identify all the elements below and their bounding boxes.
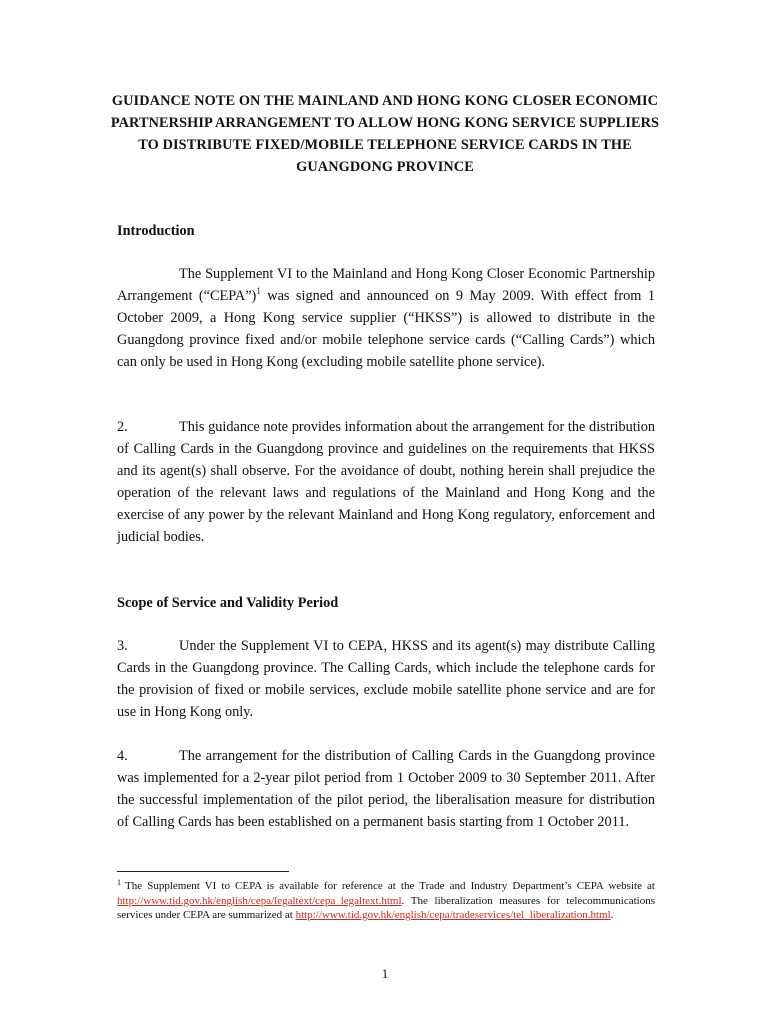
- page-number: 1: [381, 966, 389, 981]
- footnote-text-2: . The liberalization measures for telecommunications services under CEPA are summarized at: [117, 894, 655, 921]
- paragraph-1-text-start: The Supplement VI to the Mainland and Hong Kong Closer Economic Partnership Arrangement (“CEPA”): [117, 266, 655, 304]
- footnote-text-3: .: [610, 909, 614, 921]
- scope-paragraph-4: [117, 745, 655, 833]
- footnote-text-1: The Supplement VI to CEPA is available for reference at the Trade and Industry Department’s CEPA website at: [125, 880, 655, 892]
- paragraph-1-text-end: was signed and announced on 9 May 2009. With effect from 1 October 2009, a Hong Kong service supplier (“HKSS”) is allowed to distribute in the Guangdong province fixed and/or mobile telephone service cards (“Calling Cards”) which can only be used in Hong Kong (excluding mobile satellite phone service).: [117, 288, 655, 370]
- paragraph-number: 3.: [117, 638, 128, 654]
- introduction-paragraph-1: [117, 263, 655, 373]
- cepa-legaltext-link[interactable]: http://www.tid.gov.hk/english/cepa/legaltext/cepa_legaltext.html: [117, 894, 402, 907]
- scope-paragraph-3: [117, 635, 655, 723]
- tel-liberalization-link[interactable]: http://www.tid.gov.hk/english/cepa/tradeservices/tel_liberalization.html: [295, 909, 611, 921]
- document-title: GUIDANCE NOTE ON THE MAINLAND AND HONG KONG CLOSER ECONOMIC PARTNERSHIP ARRANGEMENT TO ALLOW HONG KONG SERVICE SUPPLIERS TO DISTRIBUTE FIXED/MOBILE TELEPHONE SERVICE CARDS IN THE GUANGDONG PROVINCE: [110, 93, 660, 175]
- paragraph-2-text: This guidance note provides information about the arrangement for the distribution of Calling Cards in the Guangdong province and guidelines on the requirements that HKSS and its agent(s) shall observe. For the avoidance of doubt, nothing herein shall prejudice the operation of the relevant laws and regulations of the Mainland and Hong Kong and the exercise of any power by the relevant Mainland and Hong Kong regulatory, enforcement and judicial bodies.: [117, 419, 655, 545]
- footnote: [117, 879, 655, 923]
- paragraph-3-text: Under the Supplement VI to CEPA, HKSS and its agent(s) may distribute Calling Cards in the Guangdong province. The Calling Cards, which include the telephone cards for the provision of fixed or mobile services, exclude mobile satellite phone service and are for use in Hong Kong only.: [117, 638, 655, 720]
- introduction-heading: Introduction: [117, 223, 195, 239]
- scope-heading: Scope of Service and Validity Period: [117, 595, 339, 611]
- footnote-separator: [117, 871, 289, 872]
- introduction-paragraph-2: [117, 416, 655, 548]
- paragraph-4-text: The arrangement for the distribution of Calling Cards in the Guangdong province was implemented for a 2-year pilot period from 1 October 2009 to 30 September 2011. After the successful implementation of the pilot period, the liberalisation measure for distribution of Calling Cards has been established on a permanent basis starting from 1 October 2011.: [117, 748, 655, 830]
- paragraph-number: 2.: [117, 419, 128, 435]
- paragraph-number: 4.: [117, 748, 128, 764]
- footnote-reference: 1: [256, 286, 261, 296]
- footnote-marker: 1: [117, 878, 121, 887]
